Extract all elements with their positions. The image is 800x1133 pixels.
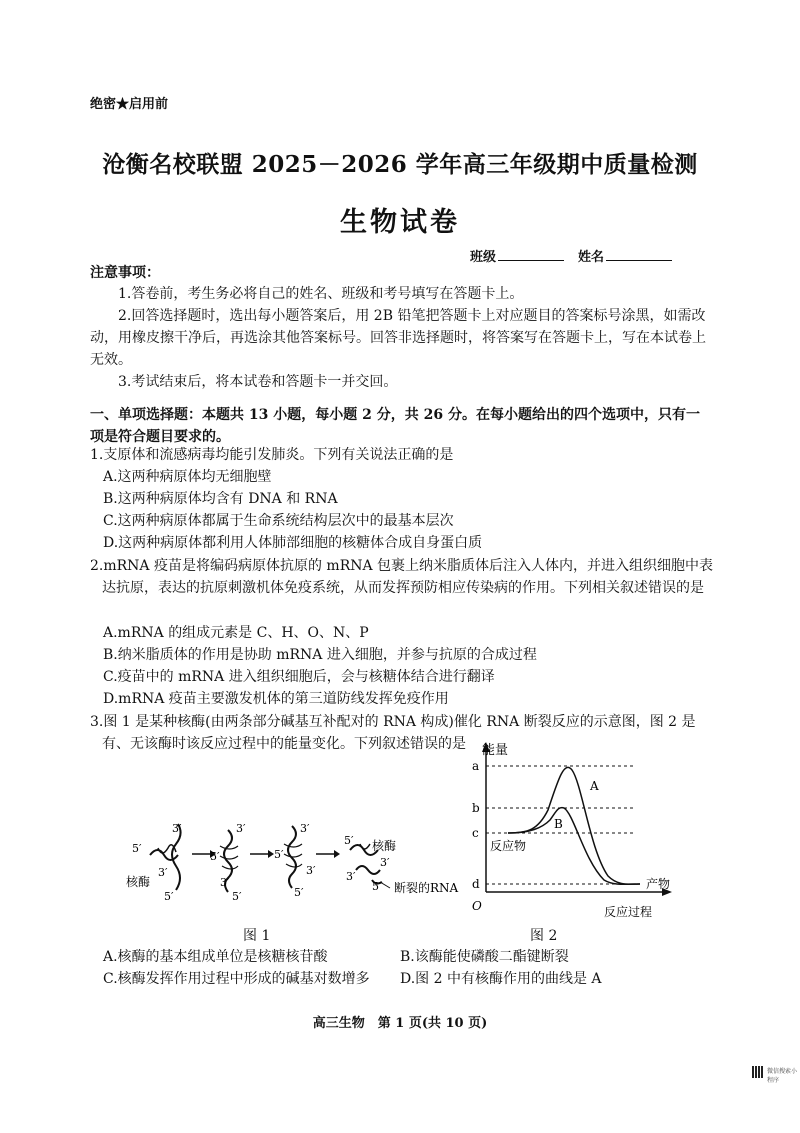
q3-option-c: C.核酶发挥作用过程中形成的碱基对数增多 [103, 971, 370, 987]
broken-rna-piece-1 [356, 866, 380, 874]
question-3-stem: 3.图 1 是某种核酶(由两条部分碱基互补配对的 RNA 构成)催化 RNA 断裂反应的示意图，图 2 是有、无该酶时该反应过程中的能量变化。下列叙述错误的是 [90, 714, 696, 752]
q1-option-d: D.这两种病原体都利用人体肺部细胞的核糖体合成自身蛋白质 [103, 535, 483, 551]
ribozyme-helix-4 [360, 844, 370, 849]
fig1-prime-5-b: 5′ [164, 890, 174, 903]
arrow-3-head [334, 850, 340, 858]
q3-option-d: D.图 2 中有核酶作用的曲线是 A [400, 971, 602, 987]
name-label: 姓名 [578, 250, 605, 265]
class-blank [498, 248, 564, 261]
section-heading-text: 一、单项选择题：本题共 13 小题，每小题 2 分，共 26 分。在每小题给出的四个选项中，只有一项是符合题目要求的。 [90, 407, 700, 445]
q2-option-b: B.纳米脂质体的作用是协助 mRNA 进入细胞，并参与抗原的合成过程 [103, 647, 537, 663]
section-heading [90, 404, 712, 448]
fig1-prime-5-c: 5′ [210, 850, 220, 863]
fig2-curve-a-label: A [590, 779, 599, 793]
fig2-curve-b [508, 808, 640, 885]
figure-1-caption: 图 1 [243, 928, 271, 944]
duplex-3 [284, 844, 302, 867]
fig1-prime-3-e: 3′ [300, 822, 310, 835]
broken-rna-pointer [380, 882, 390, 888]
fig1-prime-3-b: 3′ [158, 866, 168, 879]
q2-option-d: D.mRNA 疫苗主要激发机体的第三道防线发挥免疫作用 [103, 691, 449, 707]
q1-option-c: C.这两种病原体都属于生命系统结构层次中的最基本层次 [103, 513, 454, 529]
fig1-prime-3-f: 3′ [306, 864, 316, 877]
secret-mark: 绝密★启用前 [90, 97, 169, 112]
duplex-2 [220, 846, 238, 869]
fig1-prime-5-e: 5′ [274, 848, 284, 861]
q3-option-b: B.该酶能使磷酸二酯键断裂 [400, 949, 569, 965]
qr-code-icon [752, 1066, 764, 1078]
class-label: 班级 [470, 250, 497, 265]
q1-option-b: B.这两种病原体均含有 DNA 和 RNA [103, 491, 338, 507]
fig1-prime-5-a: 5′ [132, 842, 142, 855]
fig2-origin: O [472, 899, 482, 913]
figure-2-energy-chart [458, 740, 698, 922]
fig2-x-label: 反应过程 [604, 905, 653, 919]
fig2-reactant-label: 反应物 [490, 839, 527, 853]
fig1-prime-5-f: 5′ [294, 886, 304, 899]
name-blank [606, 248, 672, 261]
fig1-label-ribozyme: 核酶 [126, 875, 151, 889]
qr-caption: 微信搜索小程序 [767, 1068, 798, 1084]
question-2-stem: 2.mRNA 疫苗是将编码病原体抗原的 mRNA 包裹上纳米脂质体后注入人体内，并进入组织细胞中表达抗原，表达的抗原刺激机体免疫系统，从而发挥预防相应传染病的作用。下列相关叙述错误的是 [90, 558, 714, 596]
fig1-label-broken-rna: 断裂的RNA [394, 881, 459, 895]
fig1-prime-5-g: 5′ [344, 834, 354, 847]
fig1-prime-3-h: 3′ [346, 870, 356, 883]
page-footer: 高三生物 第 1 页(共 10 页) [312, 1016, 488, 1031]
fig2-level-c: c [472, 826, 479, 840]
fig1-prime-5-d: 5′ [232, 890, 242, 903]
figure-1-diagram [110, 810, 459, 910]
fig1-prime-3-g: 3′ [380, 856, 390, 869]
q2-option-c: C.疫苗中的 mRNA 进入组织细胞后，会与核糖体结合进行翻译 [103, 669, 495, 685]
fig2-product-label: 产物 [646, 877, 671, 891]
question-1-stem: 1.支原体和流感病毒均能引发肺炎。下列有关说法正确的是 [90, 447, 454, 463]
fig1-prime-3-c: 3′ [236, 822, 246, 835]
notice-item-1: 1.答卷前，考生务必将自己的姓名、班级和考号填写在答题卡上。 [118, 286, 524, 302]
fig1-prime-5-h: 5′ [372, 880, 382, 893]
q3-option-a: A.核酶的基本组成单位是核糖核苷酸 [103, 949, 328, 965]
subject-title: 生物试卷 [340, 207, 460, 238]
exam-title: 沧衡名校联盟 2025－2026 学年高三年级期中质量检测 [102, 151, 698, 178]
fig2-curve-b-label: B [554, 817, 563, 831]
notice-heading: 注意事项： [90, 265, 160, 281]
q2-option-a: A.mRNA 的组成元素是 C、H、O、N、P [103, 625, 369, 641]
fig1-label-ribozyme-2: 核酶 [372, 839, 397, 853]
notice-item-3: 3.考试结束后，将本试卷和答题卡一并交回。 [118, 374, 398, 390]
figure-2-caption: 图 2 [530, 928, 558, 944]
notice-item-2: 2.回答选择题时，选出每小题答案后，用 2B 铅笔把答题卡上对应题目的答案标号涂黑，如需改动，用橡皮擦干净后，再选涂其他答案标号。回答非选择题时，将答案写在答题卡上，写在本试卷上无效。 [90, 308, 706, 368]
fig1-prime-3-a: 3′ [172, 822, 182, 835]
class-name-fields [470, 246, 686, 265]
ribozyme-strand-1 [150, 850, 178, 860]
fig2-level-a: a [472, 759, 480, 773]
fig2-level-d: d [472, 877, 480, 891]
fig2-y-label: 能量 [482, 743, 509, 758]
q1-option-a: A.这两种病原体均无细胞壁 [103, 469, 272, 485]
fig2-level-b: b [472, 801, 480, 815]
fig1-prime-3-d: 3′ [220, 876, 230, 889]
